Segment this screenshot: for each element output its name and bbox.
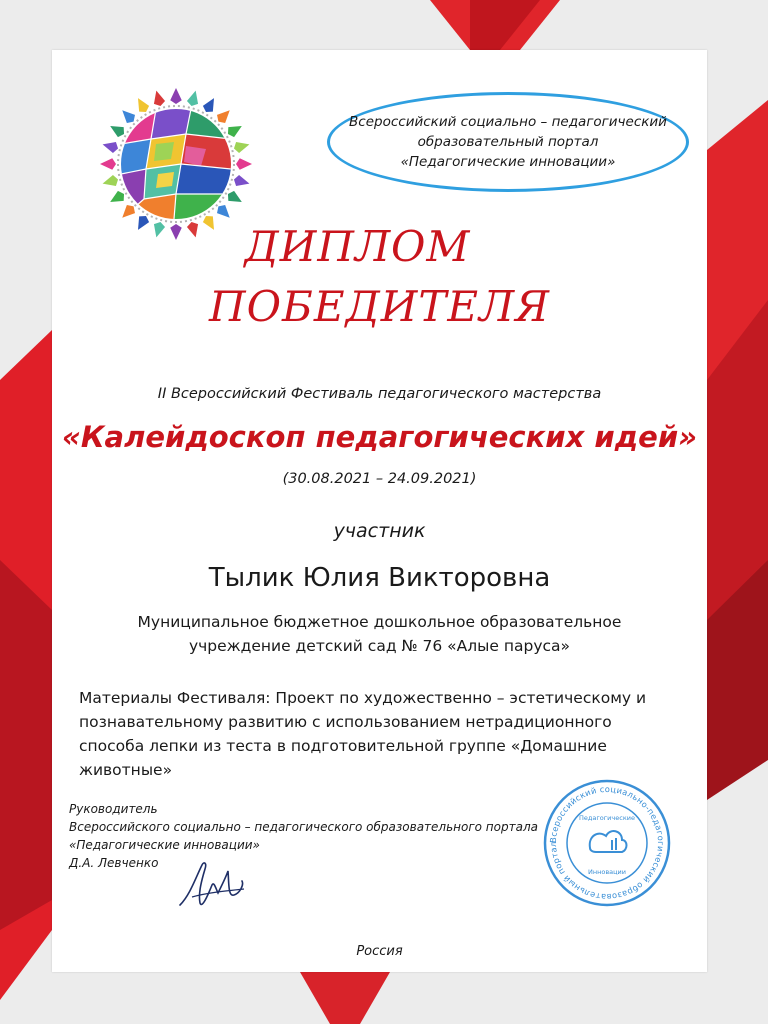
signatory-portal-name: «Педагогические инновации»	[69, 838, 260, 852]
logo-ray	[122, 205, 135, 218]
participant-role: участник	[333, 520, 426, 542]
stamp-center-top: Педагогические	[579, 814, 635, 822]
logo-ray	[154, 91, 165, 106]
portal-line-1: Всероссийский социально – педагогический	[349, 114, 667, 130]
festival-description: II Всероссийский Фестиваль педагогического мастерства	[157, 386, 602, 402]
festival-name: «Калейдоскоп педагогических идей»	[61, 420, 697, 454]
logo-ray	[217, 110, 230, 123]
logo-ray	[228, 191, 242, 202]
logo-ray	[110, 191, 124, 202]
organization-line-2: учреждение детский сад № 76 «Алые паруса»	[188, 637, 571, 655]
materials-line-4: животные»	[79, 761, 173, 779]
logo-ray	[234, 142, 249, 153]
logo-ray	[100, 158, 116, 170]
stamp-ring-text: Всероссийский социально-педагогический образовательный портал	[547, 783, 667, 903]
logo-ray	[122, 110, 135, 123]
portal-line-3: «Педагогические инновации»	[400, 154, 616, 170]
signatory-title: Руководитель	[69, 802, 158, 816]
materials-line-1: Материалы Фестиваля: Проект по художественно – эстетическому и	[79, 689, 647, 707]
signatory-portal: Всероссийского социально – педагогического образовательного портала	[69, 820, 538, 834]
country-label: Россия	[356, 944, 403, 959]
diploma-title-line-1: ДИПЛОМ	[244, 222, 471, 271]
svg-text:Всероссийский социально-педаго	[548, 784, 666, 902]
festival-materials	[79, 686, 689, 782]
signatory-block	[69, 800, 538, 872]
diploma-title-line-2: ПОБЕДИТЕЛЯ	[209, 282, 550, 331]
logo-ray	[234, 175, 249, 186]
portal-stamp	[542, 778, 672, 908]
organization-line-1: Муниципальное бюджетное дошкольное образовательное	[137, 613, 622, 631]
participant-name: Тылик Юлия Викторовна	[208, 563, 551, 593]
festival-dates: (30.08.2021 – 24.09.2021)	[282, 471, 477, 487]
logo-ray	[187, 91, 198, 106]
kaleidoscope-logo	[96, 84, 256, 244]
logo-ray	[110, 126, 124, 137]
logo-ray	[217, 205, 230, 218]
logo-ray	[203, 98, 214, 112]
portal-line-2: образовательный портал	[417, 134, 599, 150]
logo-ray	[138, 98, 149, 112]
materials-line-2: познавательному развитию с использованием нетрадиционного	[79, 713, 612, 731]
logo-ray	[228, 126, 242, 137]
logo-ray	[236, 158, 252, 170]
logo-ray	[103, 142, 118, 153]
stamp-center-bottom: Инновации	[587, 868, 627, 876]
signatory-name: Д.А. Левченко	[69, 856, 159, 870]
handwritten-signature	[172, 855, 252, 915]
portal-name-oval	[327, 92, 689, 192]
diploma-paper	[52, 50, 707, 972]
participant-organization	[52, 610, 707, 658]
logo-ray	[103, 175, 118, 186]
materials-line-3: способа лепки из теста в подготовительной группе «Домашние	[79, 737, 607, 755]
logo-ray	[170, 88, 182, 104]
